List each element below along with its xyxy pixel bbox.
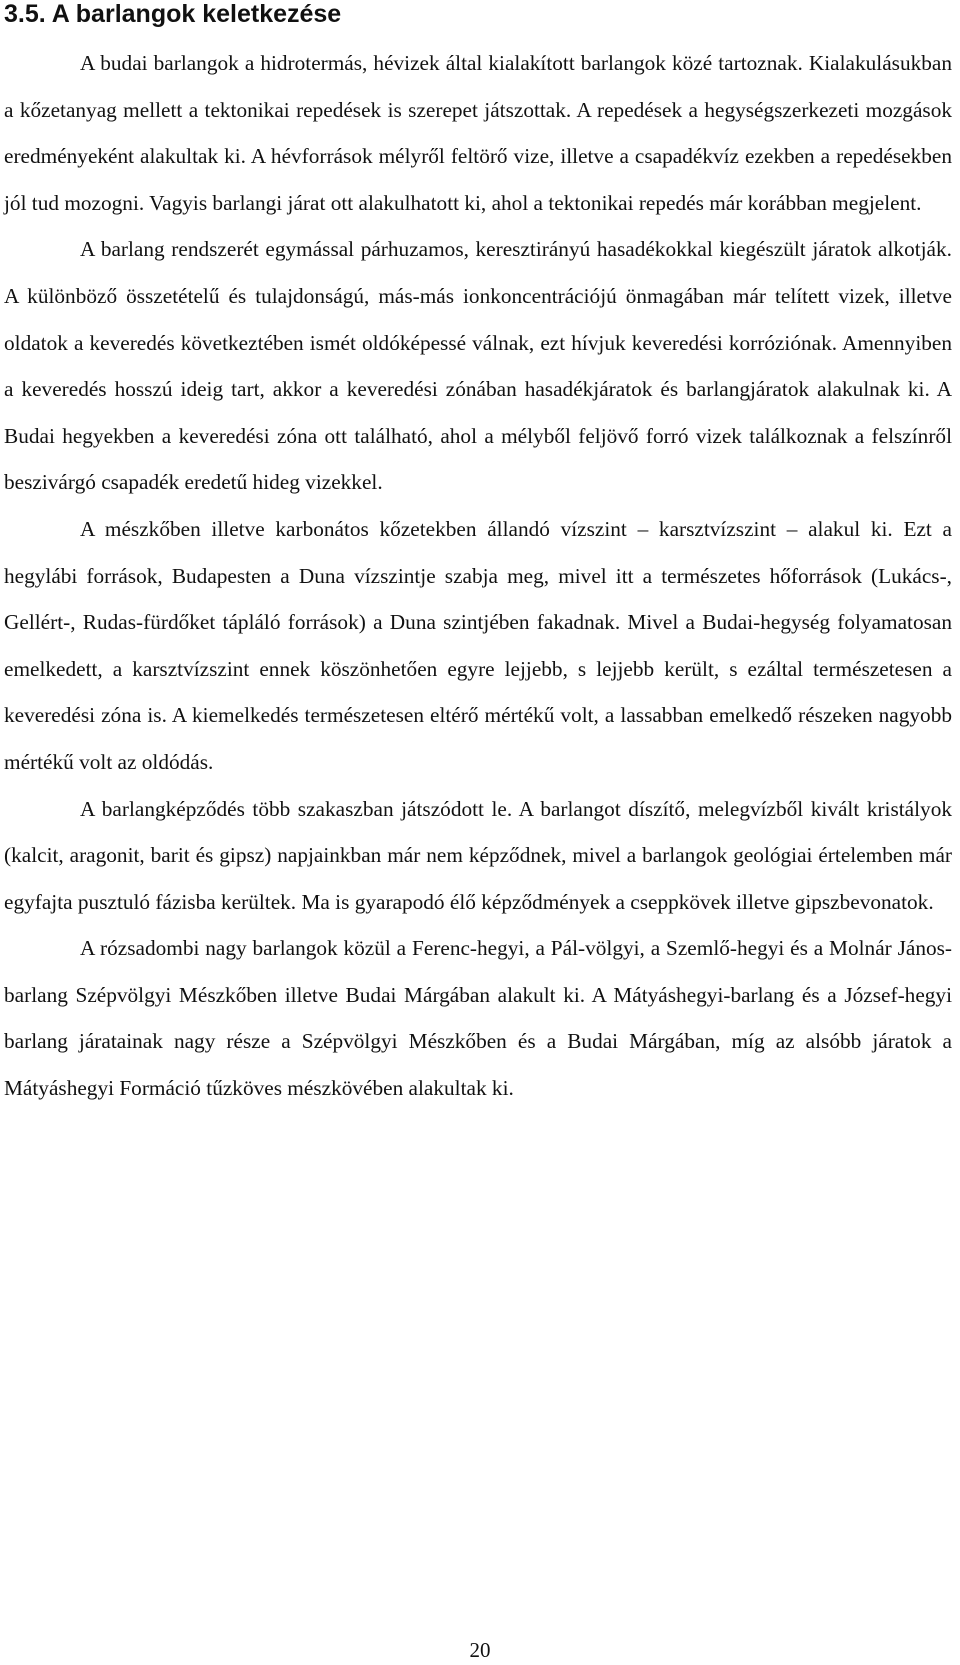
paragraph-2: A barlang rendszerét egymással párhuzamos, keresztirányú hasadékokkal kiegészült járatok alkotják. A különböző összetételű és tulajdonságú, más-más ionkoncentrációjú önmagában már telített vizek, illetve oldatok a keveredés következtében ismét oldóképessé válnak, ezt hívjuk keveredési korróziónak. Amennyiben a keveredés hosszú ideig tart, akkor a keveredési zónában hasadékjáratok és barlangjáratok alakulnak ki. A Budai hegyekben a keveredési zóna ott található, ahol a mélyből feljövő forró vizek találkoznak a felszínről beszivárgó csapadék eredetű hideg vizekkel. (4, 237, 952, 495)
body-text (4, 40, 952, 1112)
paragraph-5: A rózsadombi nagy barlangok közül a Ferenc-hegyi, a Pál-völgyi, a Szemlő-hegyi és a Molnár János-barlang Szépvölgyi Mészkőben illetve Budai Márgában alakult ki. A Mátyáshegyi-barlang és a József-hegyi barlang járatainak nagy része a Szépvölgyi Mészkőben és a Budai Márgában, míg az alsóbb járatok a Mátyáshegyi Formáció tűzköves mészkövében alakultak ki. (4, 936, 952, 1101)
page-number: 20 (469, 1638, 491, 1662)
paragraph-3: A mészkőben illetve karbonátos kőzetekben állandó vízszint – karsztvízszint – alakul ki. Ezt a hegylábi források, Budapesten a Duna vízszintje szabja meg, mivel itt a természetes hőforrások (Lukács-, Gellért-, Rudas-fürdőket tápláló források) a Duna szintjében fakadnak. Mivel a Budai-hegység folyamatosan emelkedett, a karsztvízszint ennek köszönhetően egyre lejjebb, s lejjebb került, s ezáltal természetesen a keveredési zóna is. A kiemelkedés természetesen eltérő mértékű volt, a lassabban emelkedő részeken nagyobb mértékű volt az oldódás. (4, 516, 952, 774)
section-heading: 3.5. A barlangok keletkezése (4, 0, 342, 28)
paragraph-4: A barlangképződés több szakaszban játszódott le. A barlangot díszítő, melegvízből kivált kristályok (kalcit, aragonit, barit és gipsz) napjainkban már nem képződnek, mivel a barlangok geológiai értelemben már egyfajta pusztuló fázisba kerültek. Ma is gyarapodó élő képződmények a cseppkövek illetve gipszbevonatok. (4, 796, 952, 914)
paragraph-1: A budai barlangok a hidrotermás, hévizek által kialakított barlangok közé tartoznak. Kialakulásukban a kőzetanyag mellett a tektonikai repedések is szerepet játszottak. A repedések a hegységszerkezeti mozgások eredményeként alakultak ki. A hévforrások mélyről feltörő vize, illetve a csapadékvíz ezekben a repedésekben jól tud mozogni. Vagyis barlangi járat ott alakulhatott ki, ahol a tektonikai repedés már korábban megjelent. (4, 51, 952, 215)
